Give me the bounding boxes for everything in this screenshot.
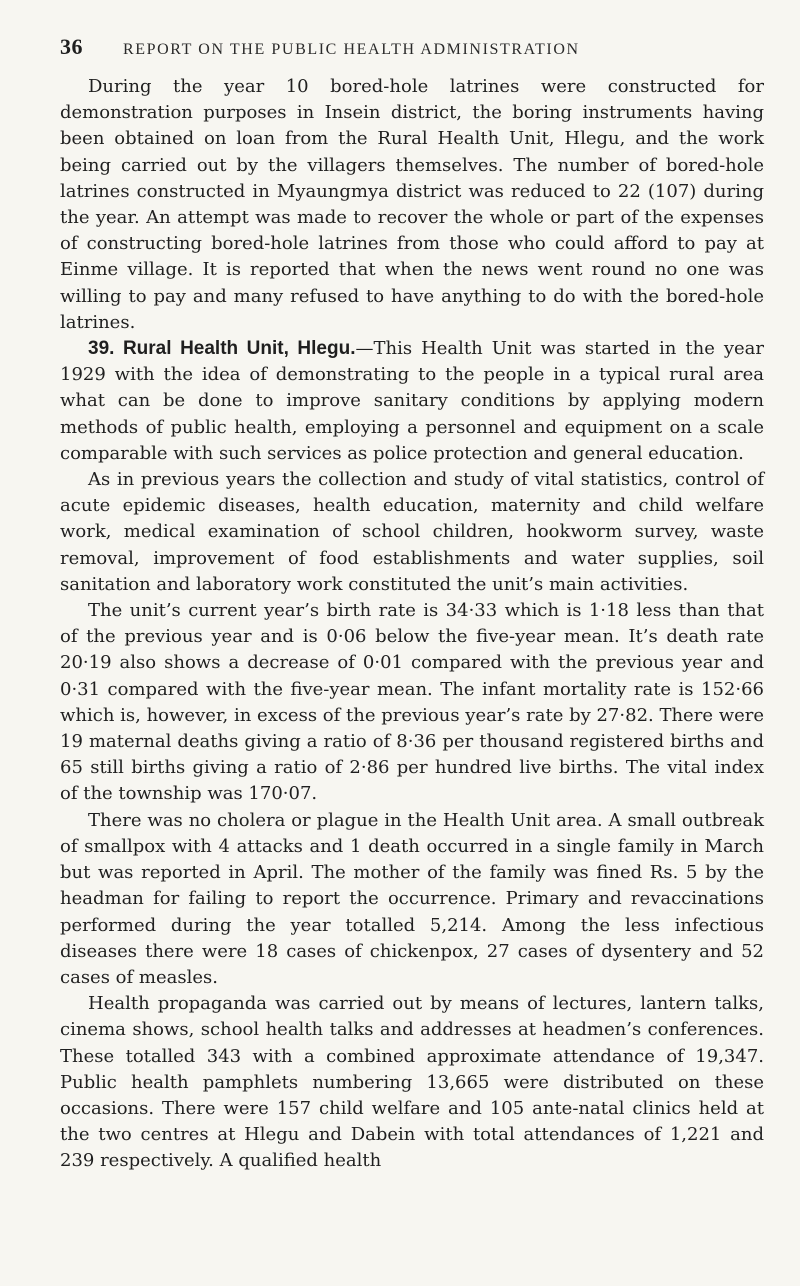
- paragraph-rural-health-unit: [60, 336, 764, 467]
- running-title: REPORT ON THE PUBLIC HEALTH ADMINISTRATION: [123, 41, 580, 58]
- paragraph-vital-statistics: The unit’s current year’s birth rate is 34·33 which is 1·18 less than that of the previous year and is 0·06 below the five-year mean. It’s death rate 20·19 also shows a decrease of 0·01 compared with the previous year and 0·31 compared with the five-year mean. The infant mortality rate is 152·66 which is, however, in excess of the previous year’s rate by 27·82. There were 19 maternal deaths giving a ratio of 8·36 per thousand registered births and 65 still births giving a ratio of 2·86 per hundred live births. The vital index of the township was 170·07.: [60, 600, 765, 805]
- body-text: [60, 74, 764, 1175]
- page-header: [60, 34, 764, 60]
- page-number: 36: [60, 34, 83, 59]
- paragraph-epidemic-diseases: There was no cholera or plague in the Health Unit area. A small outbreak of smallpox with 4 attacks and 1 death occurred in a single family in March but was reported in April. The mother of the family was fined Rs. 5 by the headman for failing to report the occurrence. Primary and revaccinations performed during the year totalled 5,214. Among the less infectious diseases there were 18 cases of chickenpox, 27 cases of dysentery and 52 cases of measles.: [60, 809, 764, 988]
- section-heading: 39. Rural Health Unit, Hlegu.: [88, 338, 356, 360]
- section-intro-text: —This Health Unit was started in the year 1929 with the idea of demonstrating to the people in a typical rural area what can be done to improve sanitary conditions by applying modern methods of public health, employing a personnel and equipment on a scale comparable with such services as police protection and general education.: [60, 338, 764, 464]
- paragraph-health-propaganda: Health propaganda was carried out by means of lectures, lantern talks, cinema shows, school health talks and addresses at headmen’s conferences. These totalled 343 with a combined approximate attendance of 19,347. Public health pamphlets numbering 13,665 were distributed on these occasions. There were 157 child welfare and 105 ante-natal clinics held at the two centres at Hlegu and Dabein with total attendances of 1,221 and 239 respectively. A qualified health: [60, 993, 764, 1172]
- paragraph-activities: As in previous years the collection and study of vital statistics, control of acute epidemic diseases, health education, maternity and child welfare work, medical examination of school children, hookworm survey, waste removal, improvement of food establishments and water supplies, soil sanitation and laboratory work constituted the unit’s main activities.: [60, 469, 764, 595]
- paragraph-bored-hole-latrines: During the year 10 bored-hole latrines were constructed for demonstration purposes in Insein district, the boring instruments having been obtained on loan from the Rural Health Unit, Hlegu, and the work being carried out by the villagers themselves. The number of bored-hole latrines constructed in Myaungmya district was reduced to 22 (107) during the year. An attempt was made to recover the whole or part of the expenses of constructing bored-hole latrines from those who could afford to pay at Einme village. It is reported that when the news went round no one was willing to pay and many refused to have anything to do with the bored-hole latrines.: [60, 76, 764, 333]
